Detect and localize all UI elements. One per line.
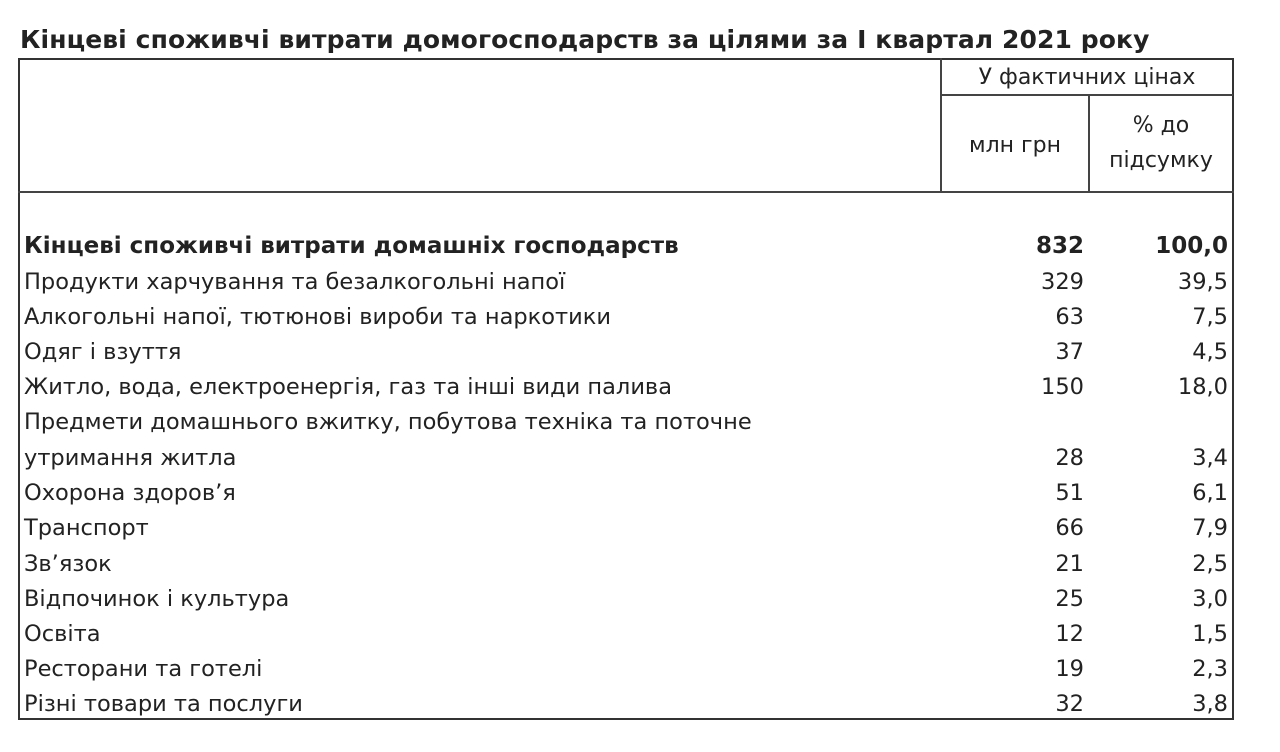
table-row [22,581,1232,617]
row-value-pct: 39,5 [1177,269,1228,295]
table-row [22,299,1232,335]
table-row [22,651,1232,687]
row-label: Ресторани та готелі [24,656,263,682]
table-row-total [22,228,1232,264]
row-label: Зв’язок [24,551,112,577]
table-row-continuation [22,440,1232,476]
table-row [22,686,1232,722]
table-row [22,334,1232,370]
row-label: Транспорт [24,515,149,541]
row-value-pct: 3,4 [1192,445,1228,471]
row-label: Кінцеві споживчі витрати домашніх господарств [24,233,679,259]
table-row [22,546,1232,582]
row-label: Житло, вода, електроенергія, газ та інші види палива [24,374,672,400]
row-value-pct: 1,5 [1192,621,1228,647]
row-value-mln: 63 [1055,304,1084,330]
row-value-pct: 100,0 [1155,233,1228,259]
header-col-pct-line2: підсумку [1109,148,1213,173]
row-value-pct: 18,0 [1177,374,1228,400]
row-value-mln: 19 [1055,656,1084,682]
row-value-mln: 150 [1041,374,1084,400]
row-value-pct: 4,5 [1192,339,1228,365]
row-value-mln: 25 [1055,586,1084,612]
row-value-pct: 7,5 [1192,304,1228,330]
row-value-pct: 6,1 [1192,480,1228,506]
row-label: Продукти харчування та безалкогольні напої [24,269,566,295]
row-label: Одяг і взуття [24,339,182,365]
row-value-pct: 3,8 [1192,691,1228,717]
row-value-mln: 21 [1055,551,1084,577]
row-value-mln: 329 [1041,269,1084,295]
row-value-mln: 66 [1055,515,1084,541]
table-row [22,616,1232,652]
header-rule-group [941,94,1233,96]
row-label: Відпочинок і культура [24,586,290,612]
table-title: Кінцеві споживчі витрати домогосподарств за цілями за І квартал 2021 року [20,25,1150,54]
row-value-pct: 3,0 [1192,586,1228,612]
row-value-mln: 832 [1035,233,1084,259]
row-label: Предмети домашнього вжитку, побутова техніка та поточне [24,409,752,435]
row-value-pct: 2,3 [1192,656,1228,682]
table-row [22,369,1232,405]
row-label-continued: утримання житла [24,445,237,471]
row-label: Алкогольні напої, тютюнові вироби та наркотики [24,304,611,330]
row-value-mln: 32 [1055,691,1084,717]
header-divider-mid [1088,94,1090,193]
table-row [22,404,1232,440]
table-row [22,475,1232,511]
row-value-mln: 28 [1055,445,1084,471]
header-group-label: У фактичних цінах [978,65,1196,90]
row-label: Різні товари та послуги [24,691,303,717]
table-row [22,264,1232,300]
row-value-pct: 2,5 [1192,551,1228,577]
row-label: Освіта [24,621,101,647]
row-value-pct: 7,9 [1192,515,1228,541]
header-bottom-rule [18,191,1234,193]
row-label: Охорона здоров’я [24,480,236,506]
row-value-mln: 37 [1055,339,1084,365]
table-row [22,510,1232,546]
row-value-mln: 12 [1055,621,1084,647]
row-value-mln: 51 [1055,480,1084,506]
header-col-mln: млн грн [969,133,1061,158]
header-col-pct-line1: % до [1132,113,1190,138]
